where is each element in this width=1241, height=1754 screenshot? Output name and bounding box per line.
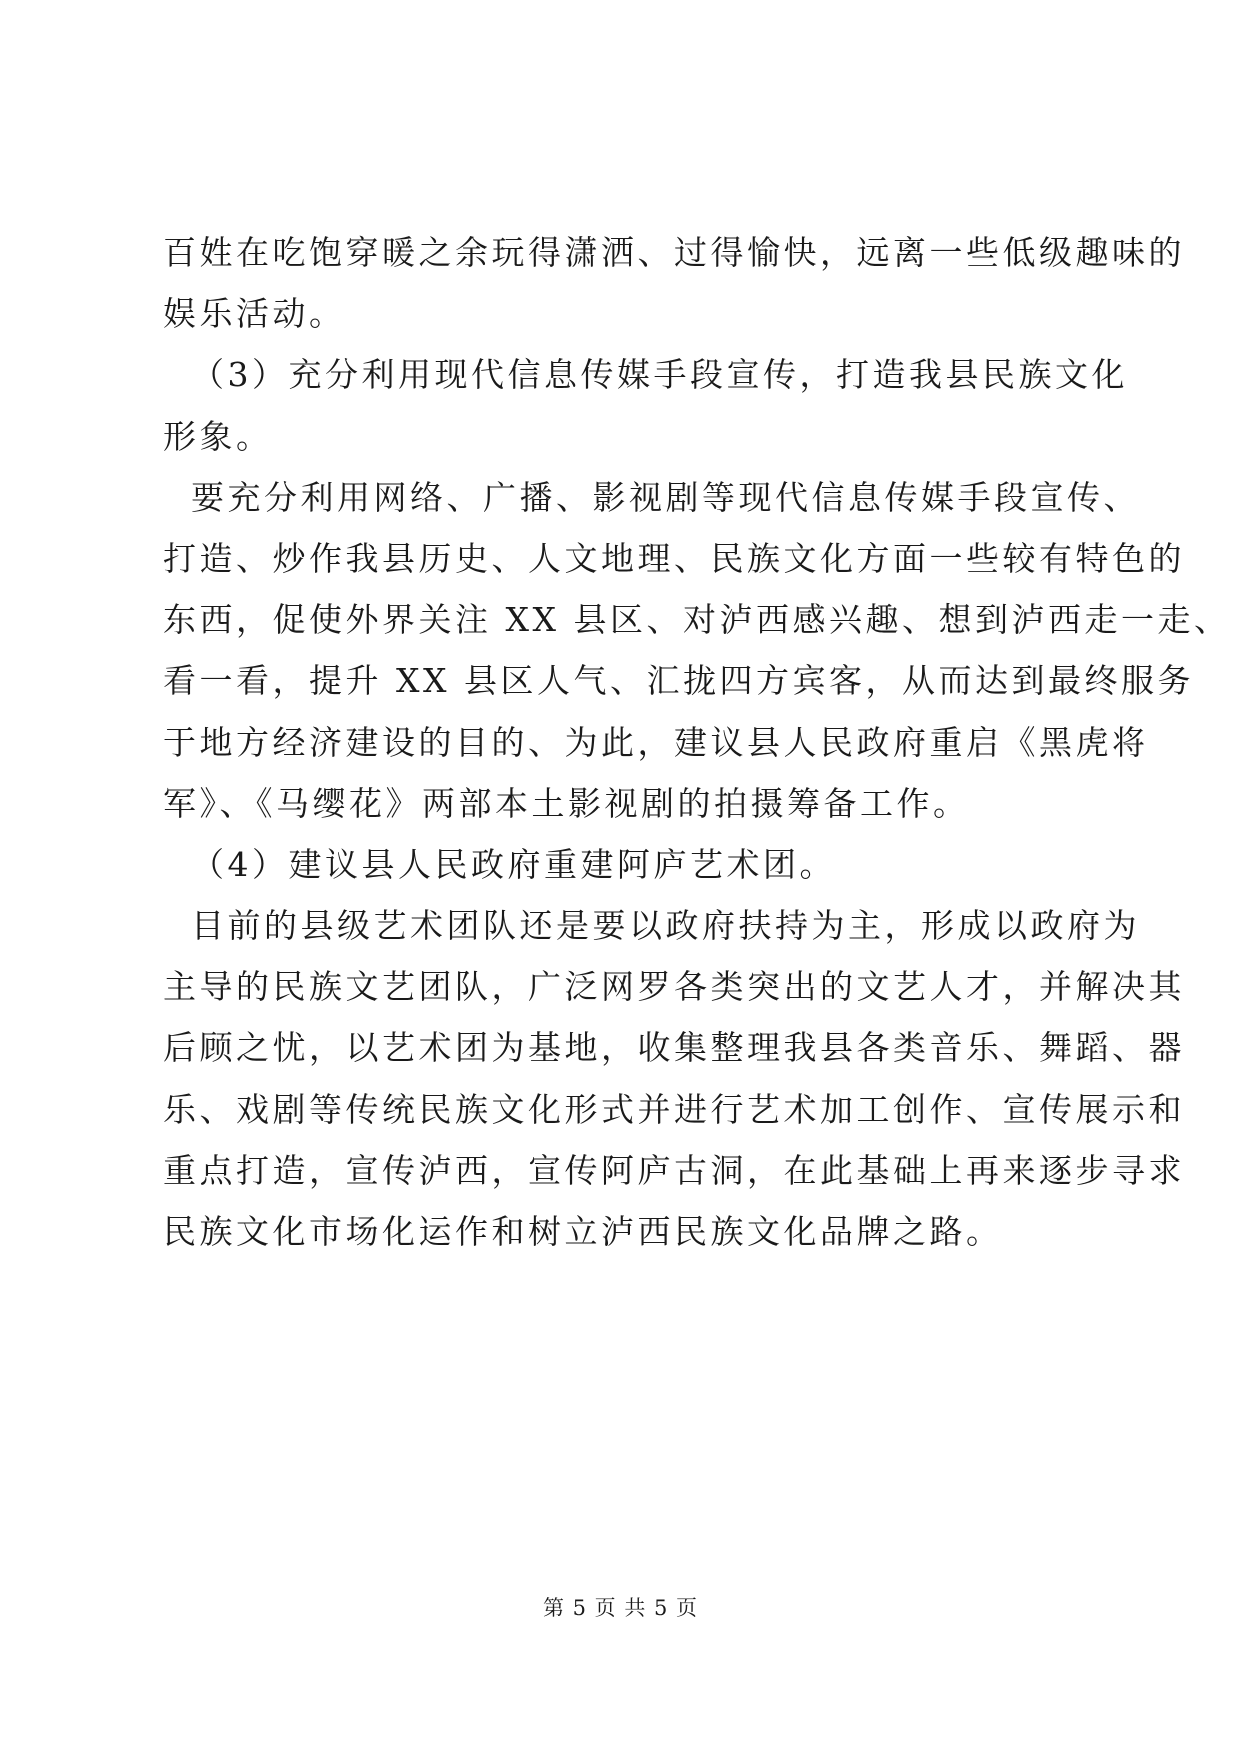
text-line: 于地方经济建设的目的、为此，建议县人民政府重启《黑虎将 xyxy=(163,722,1149,762)
text-line: 打造、炒作我县历史、人文地理、民族文化方面一些较有特色的 xyxy=(163,538,1185,578)
text-line: 百姓在吃饱穿暖之余玩得潇洒、过得愉快，远离一些低级趣味的 xyxy=(163,233,1185,272)
text-line: 娱乐活动。 xyxy=(163,294,346,334)
text-line: 军》、《马缨花》两部本土影视剧的拍摄筹备工作。 xyxy=(163,783,970,823)
text-line: （3）充分利用现代信息传媒手段宣传，打造我县民族文化 xyxy=(163,355,1128,395)
text-line: 东西，促使外界关注 XX 县区、对泸西感兴趣、想到泸西走一走、 xyxy=(163,600,1231,640)
document-body xyxy=(163,222,1231,1262)
text-line: 主导的民族文艺团队，广泛网罗各类突出的文艺人才，并解决其 xyxy=(163,967,1185,1007)
text-line: 要充分利用网络、广播、影视剧等现代信息传媒手段宣传、 xyxy=(163,477,1140,517)
text-line: 重点打造，宣传泸西，宣传阿庐古洞，在此基础上再来逐步寻求 xyxy=(163,1150,1185,1190)
text-line: （4）建议县人民政府重建阿庐艺术团。 xyxy=(163,844,836,884)
text-line: 形象。 xyxy=(163,416,273,456)
text-line: 民族文化市场化运作和树立泸西民族文化品牌之路。 xyxy=(163,1212,1003,1251)
text-line: 后顾之忧，以艺术团为基地，收集整理我县各类音乐、舞蹈、器 xyxy=(163,1028,1185,1068)
text-line: 目前的县级艺术团队还是要以政府扶持为主，形成以政府为 xyxy=(163,906,1140,946)
page-number-footer: 第 5 页 共 5 页 xyxy=(542,1596,699,1620)
text-line: 乐、戏剧等传统民族文化形式并进行艺术加工创作、宣传展示和 xyxy=(163,1089,1185,1129)
text-line: 看一看，提升 XX 县区人气、汇拢四方宾客，从而达到最终服务 xyxy=(163,661,1194,701)
